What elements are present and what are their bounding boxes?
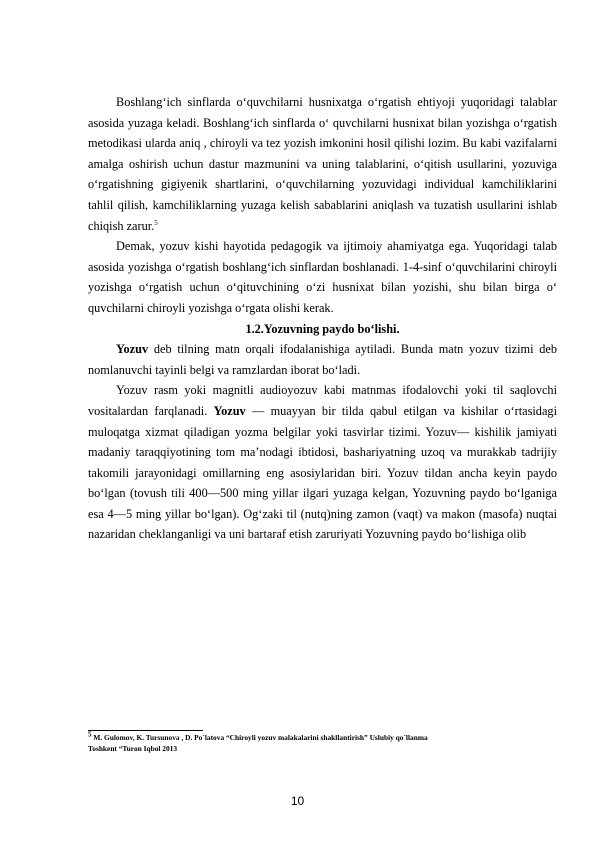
footnote-divider <box>88 730 203 731</box>
page-number: 10 <box>290 794 305 808</box>
section-heading: 1.2.Yozuvning paydo bo‘lishi. <box>245 321 400 336</box>
footnote-number: 5 <box>88 730 92 739</box>
term-yozuv-definition: Yozuv <box>213 403 246 418</box>
footnote <box>88 730 557 754</box>
paragraph-3 <box>88 339 557 380</box>
footnote-line-2: Toshkent “Turon Iqbol 2013 <box>88 743 178 753</box>
term-yozuv: Yozuv <box>116 342 149 357</box>
paragraph-4 <box>88 380 557 545</box>
paragraph-4-intro: Yozuv rasm yoki magnitli audioyozuv kabi matnmas ifodalovchi yoki til saqlovchi vositalardan farqlanadi. <box>88 383 557 418</box>
paragraph-2: Demak, yozuv kishi hayotida pedagogik va ijtimoiy ahamiyatga ega. Yuqoridagi talab asosida yozishga o‘rgatish boshlang‘ich sinflardan boshlanadi. 1-4-sinf o‘quvchilarini chiroyli yozishga o‘rgatish uchun o‘qituvchining o‘zi husnixat bilan yozishi, shu bilan birga o‘ quvchilarni chiroyli yozishga o‘rgata olishi kerak. <box>88 239 557 315</box>
footnote-citation: M. Gulomov, K. Tursunova , D. Po`latova “Chiroyli yozuv malakalarini shakllantirish” Uslubiy qo`llanma <box>91 733 428 742</box>
paragraph-3-text: deb tilning matn orqali ifodalanishiga aytiladi. Bunda matn yozuv tizimi deb nomlanuvchi tayinli belgi va ramzlardan iborat boʻladi. <box>88 342 557 377</box>
paragraph-1-text: Boshlang‘ich sinflarda o‘quvchilarni husnixatga o‘rgatish ehtiyoji yuqoridagi talablar asosida yuzaga keladi. Boshlang‘ich sinflarda o‘ quvchilarni husnixat bilan yozishga o‘rgatish metodikasi ularda aniq , chiroyli va tez yozish imkonini hosil qilishi lozim. Bu kabi vazifalarni amalga oshirish uchun dastur mazmunini va uning talablarini, o‘qitish usullarini, yozuviga o‘rgatishning gigiyenik shartlarini, o‘quvchilarning yozuvidagi individual kamchiliklarini tahlil qilish, kamchiliklarning yuzaga kelish sabablarini aniqlash va tuzatish usullarini ishlab chiqish zarur. <box>88 95 557 233</box>
page-body <box>88 92 557 545</box>
paragraph-1 <box>88 92 557 236</box>
paragraph-4-text: — muayyan bir tilda qabul etilgan va kishilar oʻrtasidagi muloqatga xizmat qiladigan yozma belgilar yoki tasvirlar tizimi. Yozuv— kishilik jamiyati madaniy taraqqiyotining tom maʼnodagi ibtidosi, bashariyatning uzoq va murakkab tadrijiy takomili jarayonidagi omillarning eng asosiylaridan biri. Yozuv tildan ancha keyin paydo boʻlgan (tovush tili 400—500 ming yillar ilgari yuzaga kelgan, Yozuvning paydo boʻlganiga esa 4—5 ming yillar boʻlgan). Ogʻzaki til (nutq)ning zamon (vaqt) va makon (masofa) nuqtai nazaridan cheklanganligi va uni bartaraf etish zaruriyati Yozuvning paydo boʻlishiga olib <box>88 403 557 542</box>
footnote-reference[interactable]: 5 <box>154 218 158 227</box>
footnote-line-1 <box>88 730 557 744</box>
